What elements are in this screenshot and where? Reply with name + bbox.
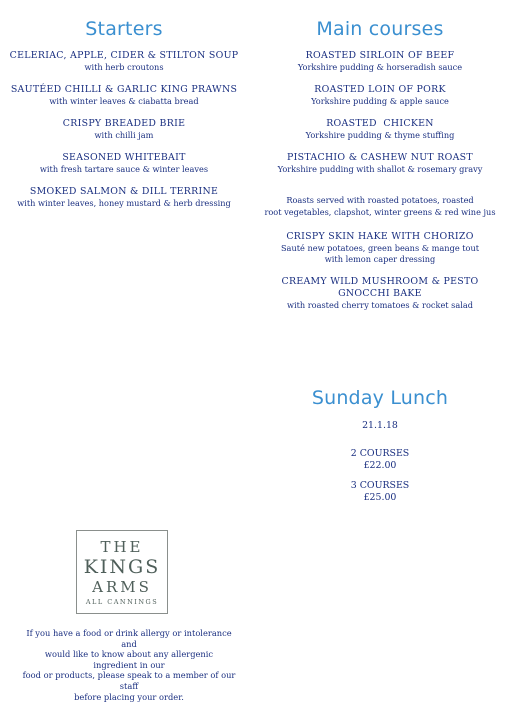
menu-item [256, 84, 504, 107]
allergy-line: food or products, please speak to a member of our staff [22, 670, 236, 691]
item-name: SAUTÉED CHILLI & GARLIC KING PRAWNS [10, 84, 238, 95]
allergy-line: would like to know about any allergenic ingredient in our [44, 649, 214, 670]
course-price-block [256, 448, 504, 472]
item-name: SEASONED WHITEBAIT [62, 152, 186, 163]
item-name: CELERIAC, APPLE, CIDER & STILTON SOUP [9, 50, 239, 61]
item-name: SMOKED SALMON & DILL TERRINE [29, 186, 219, 197]
menu-item [256, 276, 504, 311]
item-description: Sauté new potatoes, green beans & mange tout [280, 243, 480, 253]
main-courses-heading: Main courses [316, 18, 444, 40]
allergy-line: If you have a food or drink allergy or intolerance and [26, 628, 232, 649]
item-name: PISTACHIO & CASHEW NUT ROAST [287, 152, 473, 163]
course-price: £22.00 [363, 460, 397, 471]
menu-date: 21.1.18 [362, 420, 398, 431]
item-description: Yorkshire pudding & apple sauce [311, 96, 449, 106]
item-description: with winter leaves & ciabatta bread [49, 96, 199, 106]
starters-section [8, 18, 240, 220]
item-description: with herb croutons [84, 62, 164, 72]
main-courses-section [256, 18, 504, 322]
item-name: CRISPY SKIN HAKE WITH CHORIZO [286, 231, 474, 242]
menu-item [256, 152, 504, 175]
item-description: with lemon caper dressing [324, 254, 436, 264]
roast-note [256, 195, 504, 218]
kings-arms-logo [76, 530, 168, 614]
item-description: with winter leaves, honey mustard & herb dressing [17, 198, 231, 208]
item-description: Yorkshire pudding & horseradish sauce [297, 62, 463, 72]
menu-item [256, 118, 504, 141]
item-description: with fresh tartare sauce & winter leaves [39, 164, 209, 174]
item-name: ROASTED SIRLOIN OF BEEF [305, 50, 455, 61]
starters-heading: Starters [85, 18, 163, 40]
item-description: with roasted cherry tomatoes & rocket salad [286, 300, 474, 310]
allergy-notice [22, 628, 236, 702]
item-description: Yorkshire pudding with shallot & rosemary gravy [277, 164, 483, 174]
course-label: 3 COURSES [350, 480, 410, 491]
item-name: CREAMY WILD MUSHROOM & PESTO [281, 276, 479, 287]
roast-note-line: root vegetables, clapshot, winter greens & red wine jus [264, 206, 496, 217]
menu-item [256, 50, 504, 73]
menu-item [8, 152, 240, 175]
item-name: ROASTED CHICKEN [326, 118, 434, 129]
sunday-lunch-heading: Sunday Lunch [311, 387, 449, 409]
logo-text: KINGS [83, 556, 161, 578]
logo-text: THE [100, 538, 144, 556]
course-price: £25.00 [363, 492, 397, 503]
item-name: GNOCCHI BAKE [338, 288, 422, 299]
sunday-lunch-section [256, 387, 504, 512]
menu-item [8, 118, 240, 141]
item-description: with chilli jam [94, 130, 154, 140]
menu-item [8, 50, 240, 73]
item-name: CRISPY BREADED BRIE [62, 118, 186, 129]
menu-item [8, 84, 240, 107]
item-name: ROASTED LOIN OF PORK [314, 84, 446, 95]
roast-note-line: Roasts served with roasted potatoes, roasted [286, 195, 474, 205]
course-label: 2 COURSES [350, 448, 410, 459]
menu-item [256, 231, 504, 265]
allergy-line: before placing your order. [74, 691, 184, 702]
course-price-block [256, 480, 504, 504]
menu-item [8, 186, 240, 209]
logo-text: ALL CANNINGS [85, 598, 159, 606]
logo-text: ARMS [92, 578, 152, 596]
item-description: Yorkshire pudding & thyme stuffing [305, 130, 455, 140]
